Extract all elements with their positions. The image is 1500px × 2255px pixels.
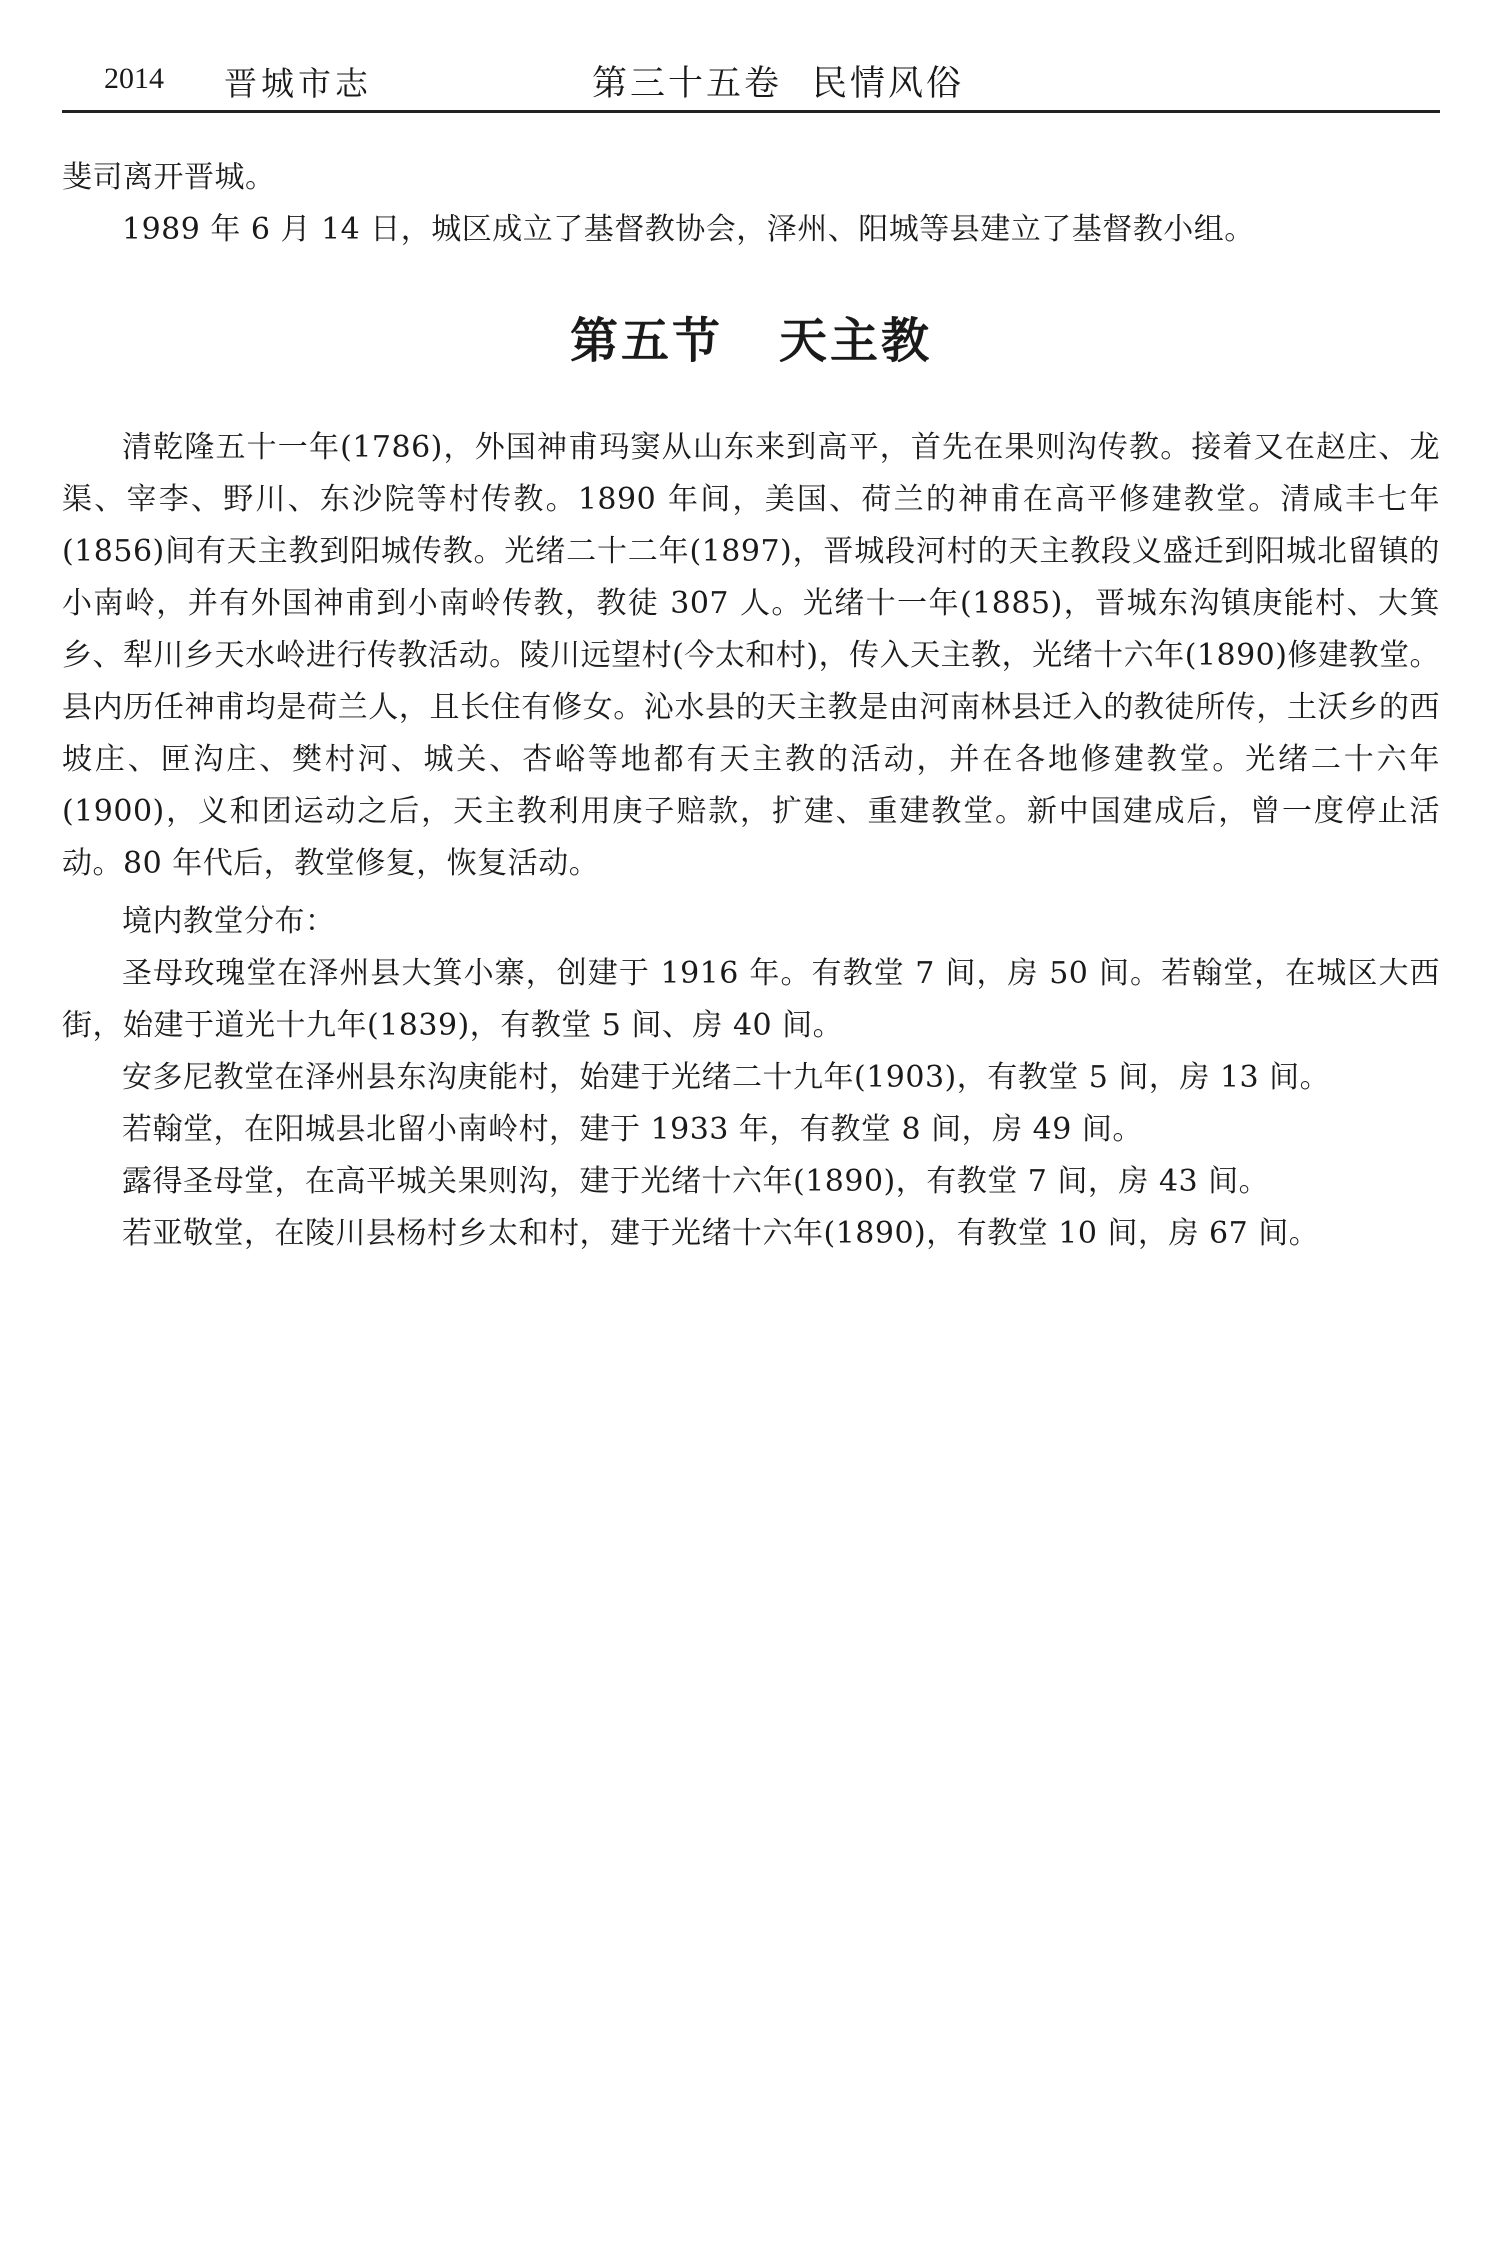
- church-list-label: 境内教堂分布：: [122, 904, 336, 939]
- section-number: 第五节: [569, 313, 723, 369]
- church-entry: 安多尼教堂在泽州县东沟庚能村，始建于光绪二十九年(1903)，有教堂 5 间，房 13 间。: [122, 1060, 1331, 1095]
- continued-paragraph: 斐司离开晋城。: [62, 160, 276, 195]
- church-entry: 露得圣母堂，在高平城关果则沟，建于光绪十六年(1890)，有教堂 7 间，房 43 间。: [122, 1164, 1270, 1199]
- running-header: [62, 48, 1440, 113]
- page-body: [62, 152, 1440, 1260]
- church-entry: 圣母玫瑰堂在泽州县大箕小寨，创建于 1916 年。有教堂 7 间，房 50 间。若翰堂，在城区大西街，始建于道光十九年(1839)，有教堂 5 间、房 40 间。: [62, 956, 1440, 1043]
- paragraph-christian-association: 1989 年 6 月 14 日，城区成立了基督教协会，泽州、阳城等县建立了基督教小组。: [122, 212, 1255, 247]
- church-entry: 若亚敬堂，在陵川县杨村乡太和村，建于光绪十六年(1890)，有教堂 10 间，房 67 间。: [122, 1216, 1320, 1251]
- church-entry: 若翰堂，在阳城县北留小南岭村，建于 1933 年，有教堂 8 间，房 49 间。: [122, 1112, 1143, 1147]
- section-title: 天主教: [779, 313, 933, 369]
- paragraph-catholic-history: 清乾隆五十一年(1786)，外国神甫玛窦从山东来到高平，首先在果则沟传教。接着又在赵庄、龙渠、宰李、野川、东沙院等村传教。1890 年间，美国、荷兰的神甫在高平修建教堂。清咸丰七年(1856)间有天主教到阳城传教。光绪二十二年(1897)，晋城段河村的天主教段义盛迁到阳城北留镇的小南岭，并有外国神甫到小南岭传教，教徒 307 人。光绪十一年(1885)，晋城东沟镇庚能村、大箕乡、犁川乡天水岭进行传教活动。陵川远望村(今太和村)，传入天主教，光绪十六年(1890)修建教堂。县内历任神甫均是荷兰人，且长住有修女。沁水县的天主教是由河南林县迁入的教徒所传，土沃乡的西坡庄、匣沟庄、樊村河、城关、杏峪等地都有天主教的活动，并在各地修建教堂。光绪二十六年(1900)，义和团运动之后，天主教利用庚子赔款，扩建、重建教堂。新中国建成后，曾一度停止活动。80 年代后，教堂修复，恢复活动。: [62, 430, 1440, 881]
- book-title: 晋城市志: [224, 64, 372, 103]
- page-number: 2014: [104, 62, 164, 95]
- volume-label: 第三十五卷: [592, 64, 783, 104]
- chapter-title: [592, 56, 964, 106]
- section-heading: [62, 306, 1440, 376]
- chapter-label: 民情风俗: [812, 64, 965, 104]
